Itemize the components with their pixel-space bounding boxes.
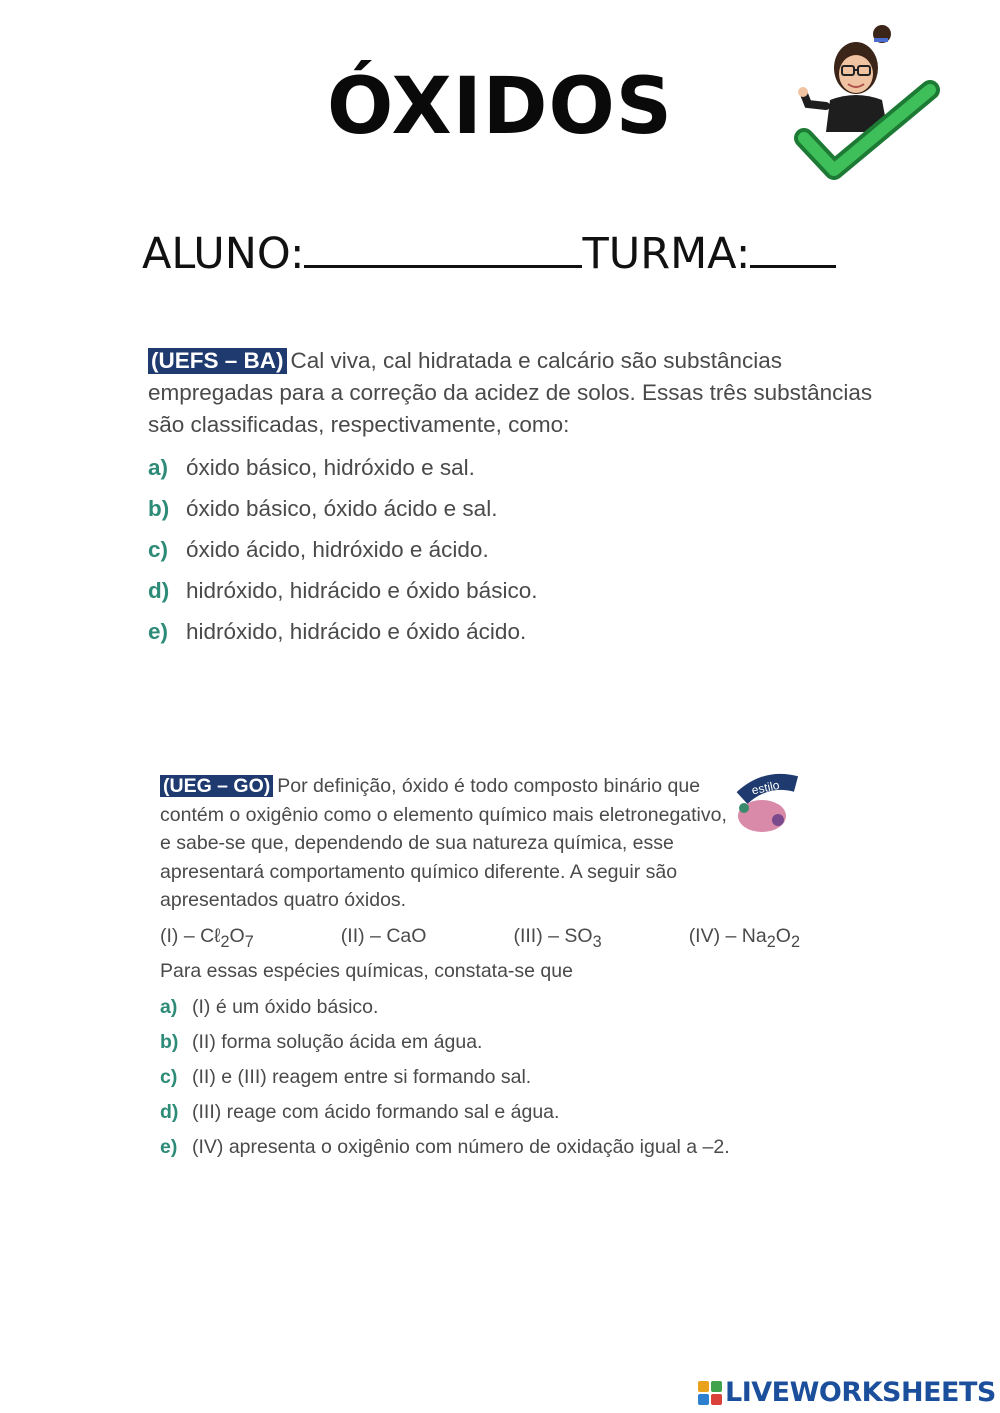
page-title: ÓXIDOS	[327, 62, 673, 152]
question-2	[160, 772, 800, 1165]
question-1-stem	[148, 345, 888, 441]
question-2-text: Por definição, óxido é todo composto binário que contém o oxigênio como o elemento químico mais eletronegativo, e sabe-se que, dependendo de sua natureza química, esse apresentará comportamento químico diferente. A seguir são apresentados quatro óxidos.	[160, 775, 727, 911]
question-2-option-e[interactable]: e) (IV) apresenta o oxigênio com número de oxidação igual a –2.	[160, 1136, 730, 1159]
species-iii: $(III) - SO_3$	[513, 924, 602, 951]
question-1-source: (UEFS – BA)	[148, 348, 287, 374]
question-2-source: (UEG – GO)	[160, 775, 273, 797]
class-label: TURMA:	[582, 229, 751, 279]
class-blank[interactable]	[750, 228, 836, 268]
question-2-stem	[160, 772, 800, 915]
oxide-species-list	[160, 921, 800, 957]
student-info-fields	[142, 228, 862, 279]
liveworksheets-grid-icon	[698, 1381, 722, 1405]
question-2-option-d[interactable]: d) (III) reage com ácido formando sal e água.	[160, 1101, 560, 1124]
question-2-option-c[interactable]: c) (II) e (III) reagem entre si formando sal.	[160, 1066, 532, 1089]
species-ii: (II) – CaO	[340, 924, 427, 947]
question-1	[148, 345, 888, 652]
question-1-options	[148, 447, 888, 652]
student-name-label: ALUNO:	[142, 229, 305, 279]
question-1-option-b[interactable]: b) óxido básico, óxido ácido e sal.	[148, 496, 498, 521]
teacher-avatar-check-icon	[790, 20, 940, 190]
stamp-text: estilo	[750, 777, 781, 798]
question-1-option-a[interactable]: a) óxido básico, hidróxido e sal.	[148, 455, 475, 480]
question-1-option-c[interactable]: c) óxido ácido, hidróxido e ácido.	[148, 537, 489, 562]
species-i: $(I) - C\ell_2O_7$	[160, 924, 254, 951]
student-name-blank[interactable]	[304, 228, 582, 268]
question-1-option-e[interactable]: e) hidróxido, hidrácido e óxido ácido.	[148, 619, 527, 644]
brand-text: LIVEWORKSHEETS	[725, 1377, 996, 1408]
question-2-options	[160, 990, 800, 1165]
question-2-prompt: Para essas espécies químicas, constata-se que	[160, 960, 573, 983]
question-2-option-a[interactable]: a) (I) é um óxido básico.	[160, 996, 379, 1019]
question-1-option-d[interactable]: d) hidróxido, hidrácido e óxido básico.	[148, 578, 538, 603]
question-1-text: Cal viva, cal hidratada e calcário são substâncias empregadas para a correção da acidez de solos. Essas três substâncias são classificadas, respectivamente, como:	[148, 348, 873, 437]
question-2-option-b[interactable]: b) (II) forma solução ácida em água.	[160, 1031, 483, 1054]
species-iv: $(IV) - Na_2O_2$	[688, 924, 800, 951]
liveworksheets-logo	[698, 1377, 996, 1408]
